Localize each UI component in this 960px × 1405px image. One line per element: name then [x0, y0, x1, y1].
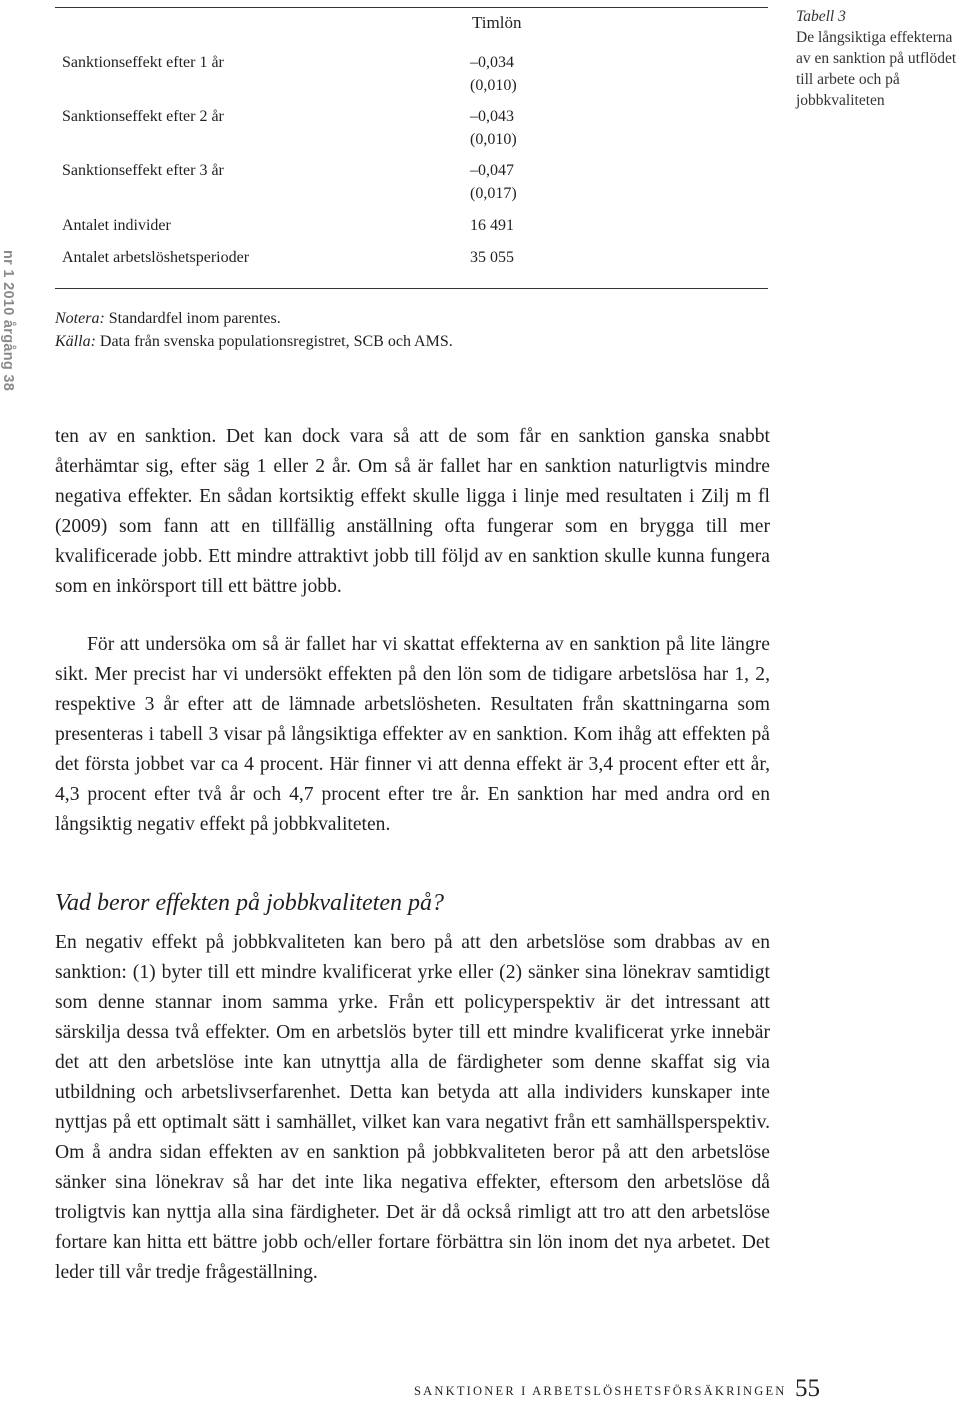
- table-source: [55, 333, 453, 351]
- running-head: SANKTIONER I ARBETSLÖSHETSFÖRSÄKRINGEN: [414, 1384, 787, 1398]
- body-paragraph: ten av en sanktion. Det kan dock vara så att de som får en sanktion ganska snabbt återhämtar sig, efter säg 1 eller 2 år. Om så är fallet har en sanktion naturligtvis mindre negativa effekter. En sådan kortsiktig effekt skulle ligga i linje med resultaten i Zilj m fl (2009) som fann att en tillfällig anställning ofta fungerar som en brygga till mer kvalificerade jobb. Ett mindre attraktivt jobb till följd av en sanktion skulle kunna fungera som en inkörsport till ett bättre jobb.: [55, 426, 770, 597]
- table-note-label: Notera:: [55, 310, 105, 327]
- table-note: [55, 310, 281, 328]
- table-row-std-error: (0,017): [470, 185, 517, 202]
- table-row-value: –0,047: [470, 162, 514, 179]
- page-number: 55: [795, 1375, 820, 1402]
- table-row-std-error: (0,010): [470, 77, 517, 94]
- table-source-label: Källa:: [55, 333, 96, 350]
- table-row-value: –0,043: [470, 108, 514, 125]
- table-column-header: Timlön: [472, 13, 522, 32]
- table-row-label: Sanktionseffekt efter 3 år: [62, 162, 224, 179]
- body-paragraph: För att undersöka om så är fallet har vi skattat effekterna av en sanktion på lite längre sikt. Mer precist har vi undersökt effekten på den lön som de tidigare arbetslösa har 1, 2, respektive 3 år efter att de lämnade arbetslösheten. Resultaten från skattningarna som presenteras i tabell 3 visar på långsiktiga effekter av en sanktion. Kom ihåg att effekten på det första jobbet var ca 4 procent. Här finner vi att denna effekt är 3,4 procent efter ett år, 4,3 procent efter två år och 4,7 procent efter tre år. En sanktion har med andra ord en långsiktig negativ effekt på jobbkvaliteten.: [55, 634, 770, 835]
- table-caption-text: De långsiktiga effekterna av en sanktion på utflödet till arbete och på jobbkvaliteten: [796, 29, 957, 109]
- section-heading: Vad beror effekten på jobbkvaliteten på?: [55, 890, 445, 916]
- table-row-value: –0,034: [470, 54, 514, 71]
- table-count-value: 16 491: [470, 217, 514, 234]
- table-bottom-rule: [55, 288, 768, 289]
- table-top-rule: [55, 7, 768, 8]
- table-row-label: Sanktionseffekt efter 1 år: [62, 54, 224, 71]
- table-count-label: Antalet arbetslöshetsperioder: [62, 249, 250, 266]
- table-row-label: Sanktionseffekt efter 2 år: [62, 108, 224, 125]
- section-paragraph: En negativ effekt på jobbkvaliteten kan bero på att den arbetslöse som drabbas av en sanktion: (1) byter till ett mindre kvalificerat yrke eller (2) sänker sina lönekrav samtidigt som denne stannar inom samma yrke. Från ett policyperspektiv är det intressant att särskilja dessa två effekter. Om en arbetslös byter till ett mindre kvalificerat yrke innebär det att den arbetslöse inte kan utnyttja alla de färdigheter som denne skaffat sig via utbildning och arbetslivserfarenhet. Detta kan betyda att alla individers kunskaper inte nyttjas på ett optimalt sätt i samhället, vilket kan vara negativt från ett samhällsperspektiv. Om å andra sidan effekten av en sanktion på jobbkvaliteten beror på att den arbetslöse sänker sina lönekrav så har det inte lika negativa effekter, eftersom den arbetslöse då troligtvis kan nyttja alla sina färdigheter. Det är då också rimligt att tro att den arbetslöse fortare kan hitta ett bättre jobb och/eller fortare förbättra sin lön inom det nya arbetet. Det leder till vår tredje frågeställning.: [55, 932, 770, 1283]
- table-count-label: Antalet individer: [62, 217, 171, 234]
- journal-issue-text: nr 1 2010 årgång 38: [0, 250, 16, 392]
- journal-issue-label: [0, 250, 22, 410]
- table-count-value: 35 055: [470, 249, 514, 266]
- table-source-text: Data från svenska populationsregistret, SCB och AMS.: [95, 333, 453, 350]
- table-note-text: Standardfel inom parentes.: [104, 310, 281, 327]
- table-caption: [796, 6, 960, 111]
- table-row-std-error: (0,010): [470, 131, 517, 148]
- table-caption-title: Tabell 3: [796, 8, 846, 25]
